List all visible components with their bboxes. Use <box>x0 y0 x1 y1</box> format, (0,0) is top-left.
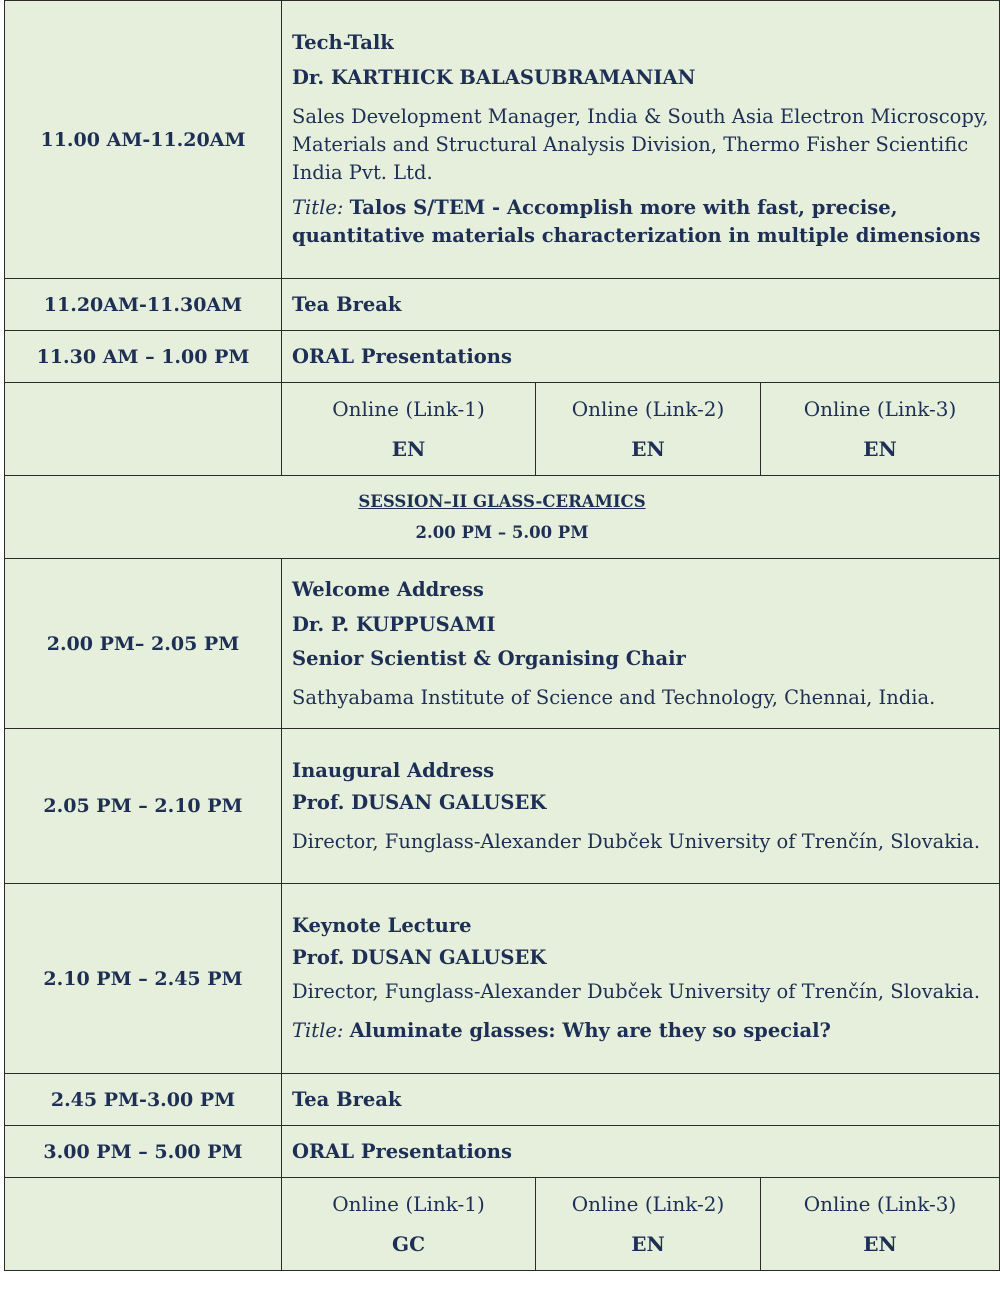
time-cell: 2.10 PM – 2.45 PM <box>5 884 282 1074</box>
link-code: EN <box>863 1232 897 1256</box>
event-cell <box>282 729 1000 884</box>
link-name: Online (Link-1) <box>332 397 485 421</box>
online-link-cell <box>536 1178 761 1271</box>
event-heading: Welcome Address <box>292 577 484 601</box>
time-cell: 11.20AM-11.30AM <box>5 279 282 331</box>
event-cell <box>282 559 1000 729</box>
event-heading: Tech-Talk <box>292 31 394 54</box>
link-name: Online (Link-1) <box>332 1192 485 1216</box>
event-heading: Inaugural Address <box>292 758 495 782</box>
time-cell: 11.00 AM-11.20AM <box>5 1 282 279</box>
event-cell: ORAL Presentations <box>282 331 1000 383</box>
schedule-row-inaugural <box>5 729 1000 884</box>
speaker-affiliation: Sales Development Manager, India & South Asia Electron Microscopy, Materials and Structural Analysis Division, Thermo Fisher Scientific India Pvt. Ltd. <box>292 105 989 184</box>
speaker-name: Dr. P. KUPPUSAMI <box>292 612 496 636</box>
schedule-row-online-links <box>5 1178 1000 1271</box>
session-header-row <box>5 476 1000 559</box>
title-label: Title: <box>292 1019 344 1042</box>
event-heading: Keynote Lecture <box>292 914 472 937</box>
time-cell: 2.00 PM– 2.05 PM <box>5 559 282 729</box>
schedule-row-oral-presentations <box>5 331 1000 383</box>
title-label: Title: <box>292 196 344 219</box>
talk-title <box>292 194 989 250</box>
time-cell: 2.05 PM – 2.10 PM <box>5 729 282 884</box>
speaker-role: Senior Scientist & Organising Chair <box>292 646 686 670</box>
online-link-cell <box>761 383 1000 476</box>
online-link-cell <box>282 1178 536 1271</box>
empty-time-cell <box>5 1178 282 1271</box>
event-cell: Tea Break <box>282 1074 1000 1126</box>
link-code: EN <box>863 437 897 461</box>
event-cell: Tea Break <box>282 279 1000 331</box>
session-time: 2.00 PM – 5.00 PM <box>415 523 589 542</box>
time-cell: 2.45 PM-3.00 PM <box>5 1074 282 1126</box>
link-code: GC <box>392 1232 425 1256</box>
empty-time-cell <box>5 383 282 476</box>
link-name: Online (Link-2) <box>571 1192 725 1216</box>
online-link-cell <box>536 383 761 476</box>
schedule-row-oral-presentations <box>5 1126 1000 1178</box>
schedule-page <box>4 0 999 1271</box>
session-title: SESSION–II GLASS-CERAMICS <box>358 492 646 511</box>
title-text: Aluminate glasses: Why are they so special? <box>349 1019 831 1042</box>
online-link-cell <box>761 1178 1000 1271</box>
event-cell <box>282 884 1000 1074</box>
schedule-row-keynote <box>5 884 1000 1074</box>
link-name: Online (Link-3) <box>803 1192 957 1216</box>
event-cell: ORAL Presentations <box>282 1126 1000 1178</box>
schedule-row-tech-talk <box>5 1 1000 279</box>
speaker-affiliation: Director, Funglass-Alexander Dubček University of Trenčín, Slovakia. <box>292 829 981 853</box>
speaker-affiliation: Sathyabama Institute of Science and Technology, Chennai, India. <box>292 685 936 709</box>
schedule-row-online-links <box>5 383 1000 476</box>
link-code: EN <box>631 1232 665 1256</box>
speaker-name: Prof. DUSAN GALUSEK <box>292 946 547 969</box>
talk-title <box>292 1017 989 1045</box>
speaker-name: Dr. KARTHICK BALASUBRAMANIAN <box>292 66 696 89</box>
session-header <box>5 476 1000 559</box>
schedule-table <box>4 0 1000 1271</box>
speaker-name: Prof. DUSAN GALUSEK <box>292 790 547 814</box>
title-text: Talos S/TEM - Accomplish more with fast, precise, quantitative materials characterization in multiple dimensions <box>292 196 981 247</box>
time-cell: 3.00 PM – 5.00 PM <box>5 1126 282 1178</box>
link-name: Online (Link-3) <box>803 397 957 421</box>
event-cell <box>282 1 1000 279</box>
link-name: Online (Link-2) <box>571 397 725 421</box>
time-cell: 11.30 AM – 1.00 PM <box>5 331 282 383</box>
link-code: EN <box>391 437 426 461</box>
schedule-row-tea-break <box>5 1074 1000 1126</box>
schedule-row-tea-break <box>5 279 1000 331</box>
speaker-affiliation: Director, Funglass-Alexander Dubček University of Trenčín, Slovakia. <box>292 980 981 1003</box>
schedule-row-welcome <box>5 559 1000 729</box>
link-code: EN <box>631 437 665 461</box>
online-link-cell <box>282 383 536 476</box>
